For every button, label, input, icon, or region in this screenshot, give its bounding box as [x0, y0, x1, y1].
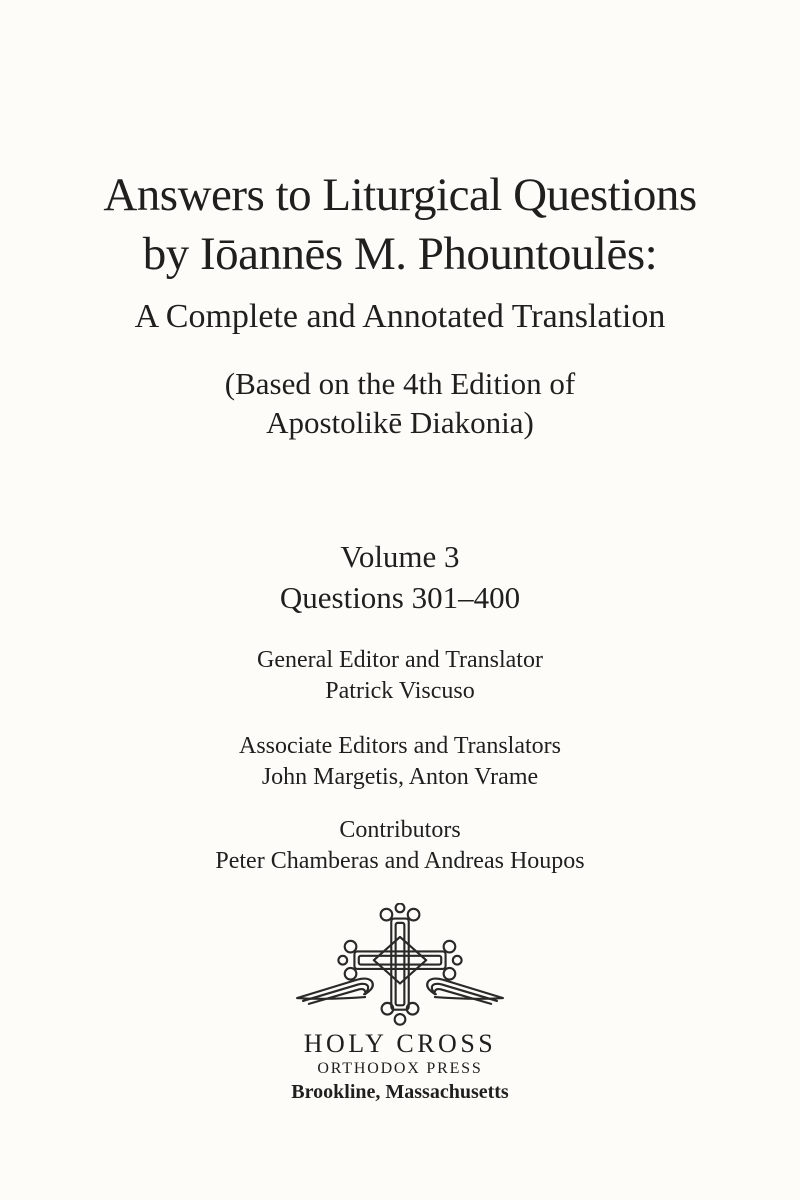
- volume-number: Volume 3: [340, 539, 460, 574]
- holy-cross-emblem-icon: [280, 903, 520, 1031]
- volume-block: [280, 536, 520, 618]
- credit-names: John Margetis, Anton Vrame: [261, 764, 539, 790]
- credit-role: General Editor and Translator: [257, 647, 543, 673]
- credit-names: Peter Chamberas and Andreas Houpos: [215, 848, 585, 874]
- edition-note-line1: (Based on the 4th Edition of: [224, 366, 576, 401]
- credit-contributors: [215, 815, 584, 877]
- edition-note-line2: Apostolikē Diakonia): [266, 405, 534, 440]
- publisher-location: Brookline, Massachusetts: [291, 1081, 509, 1103]
- book-title-line2: by Iōannēs M. Phountoulēs:: [142, 228, 658, 280]
- open-book-left-page: [297, 979, 373, 1004]
- open-book-right-page: [427, 979, 503, 1004]
- credit-names: Patrick Viscuso: [325, 678, 475, 704]
- book-title-line1: Answers to Liturgical Questions: [103, 169, 697, 221]
- edition-note: [225, 364, 575, 442]
- credit-role: Associate Editors and Translators: [239, 733, 561, 759]
- credit-associate-editors: [239, 731, 561, 793]
- credit-general-editor: [257, 645, 543, 707]
- credit-role: Contributors: [339, 817, 461, 843]
- publisher-imprint: ORTHODOX PRESS: [317, 1060, 483, 1077]
- book-subtitle: A Complete and Annotated Translation: [134, 298, 666, 335]
- book-title: [103, 166, 696, 284]
- volume-question-range: Questions 301–400: [279, 580, 521, 615]
- publisher-name: HOLY CROSS: [303, 1029, 497, 1058]
